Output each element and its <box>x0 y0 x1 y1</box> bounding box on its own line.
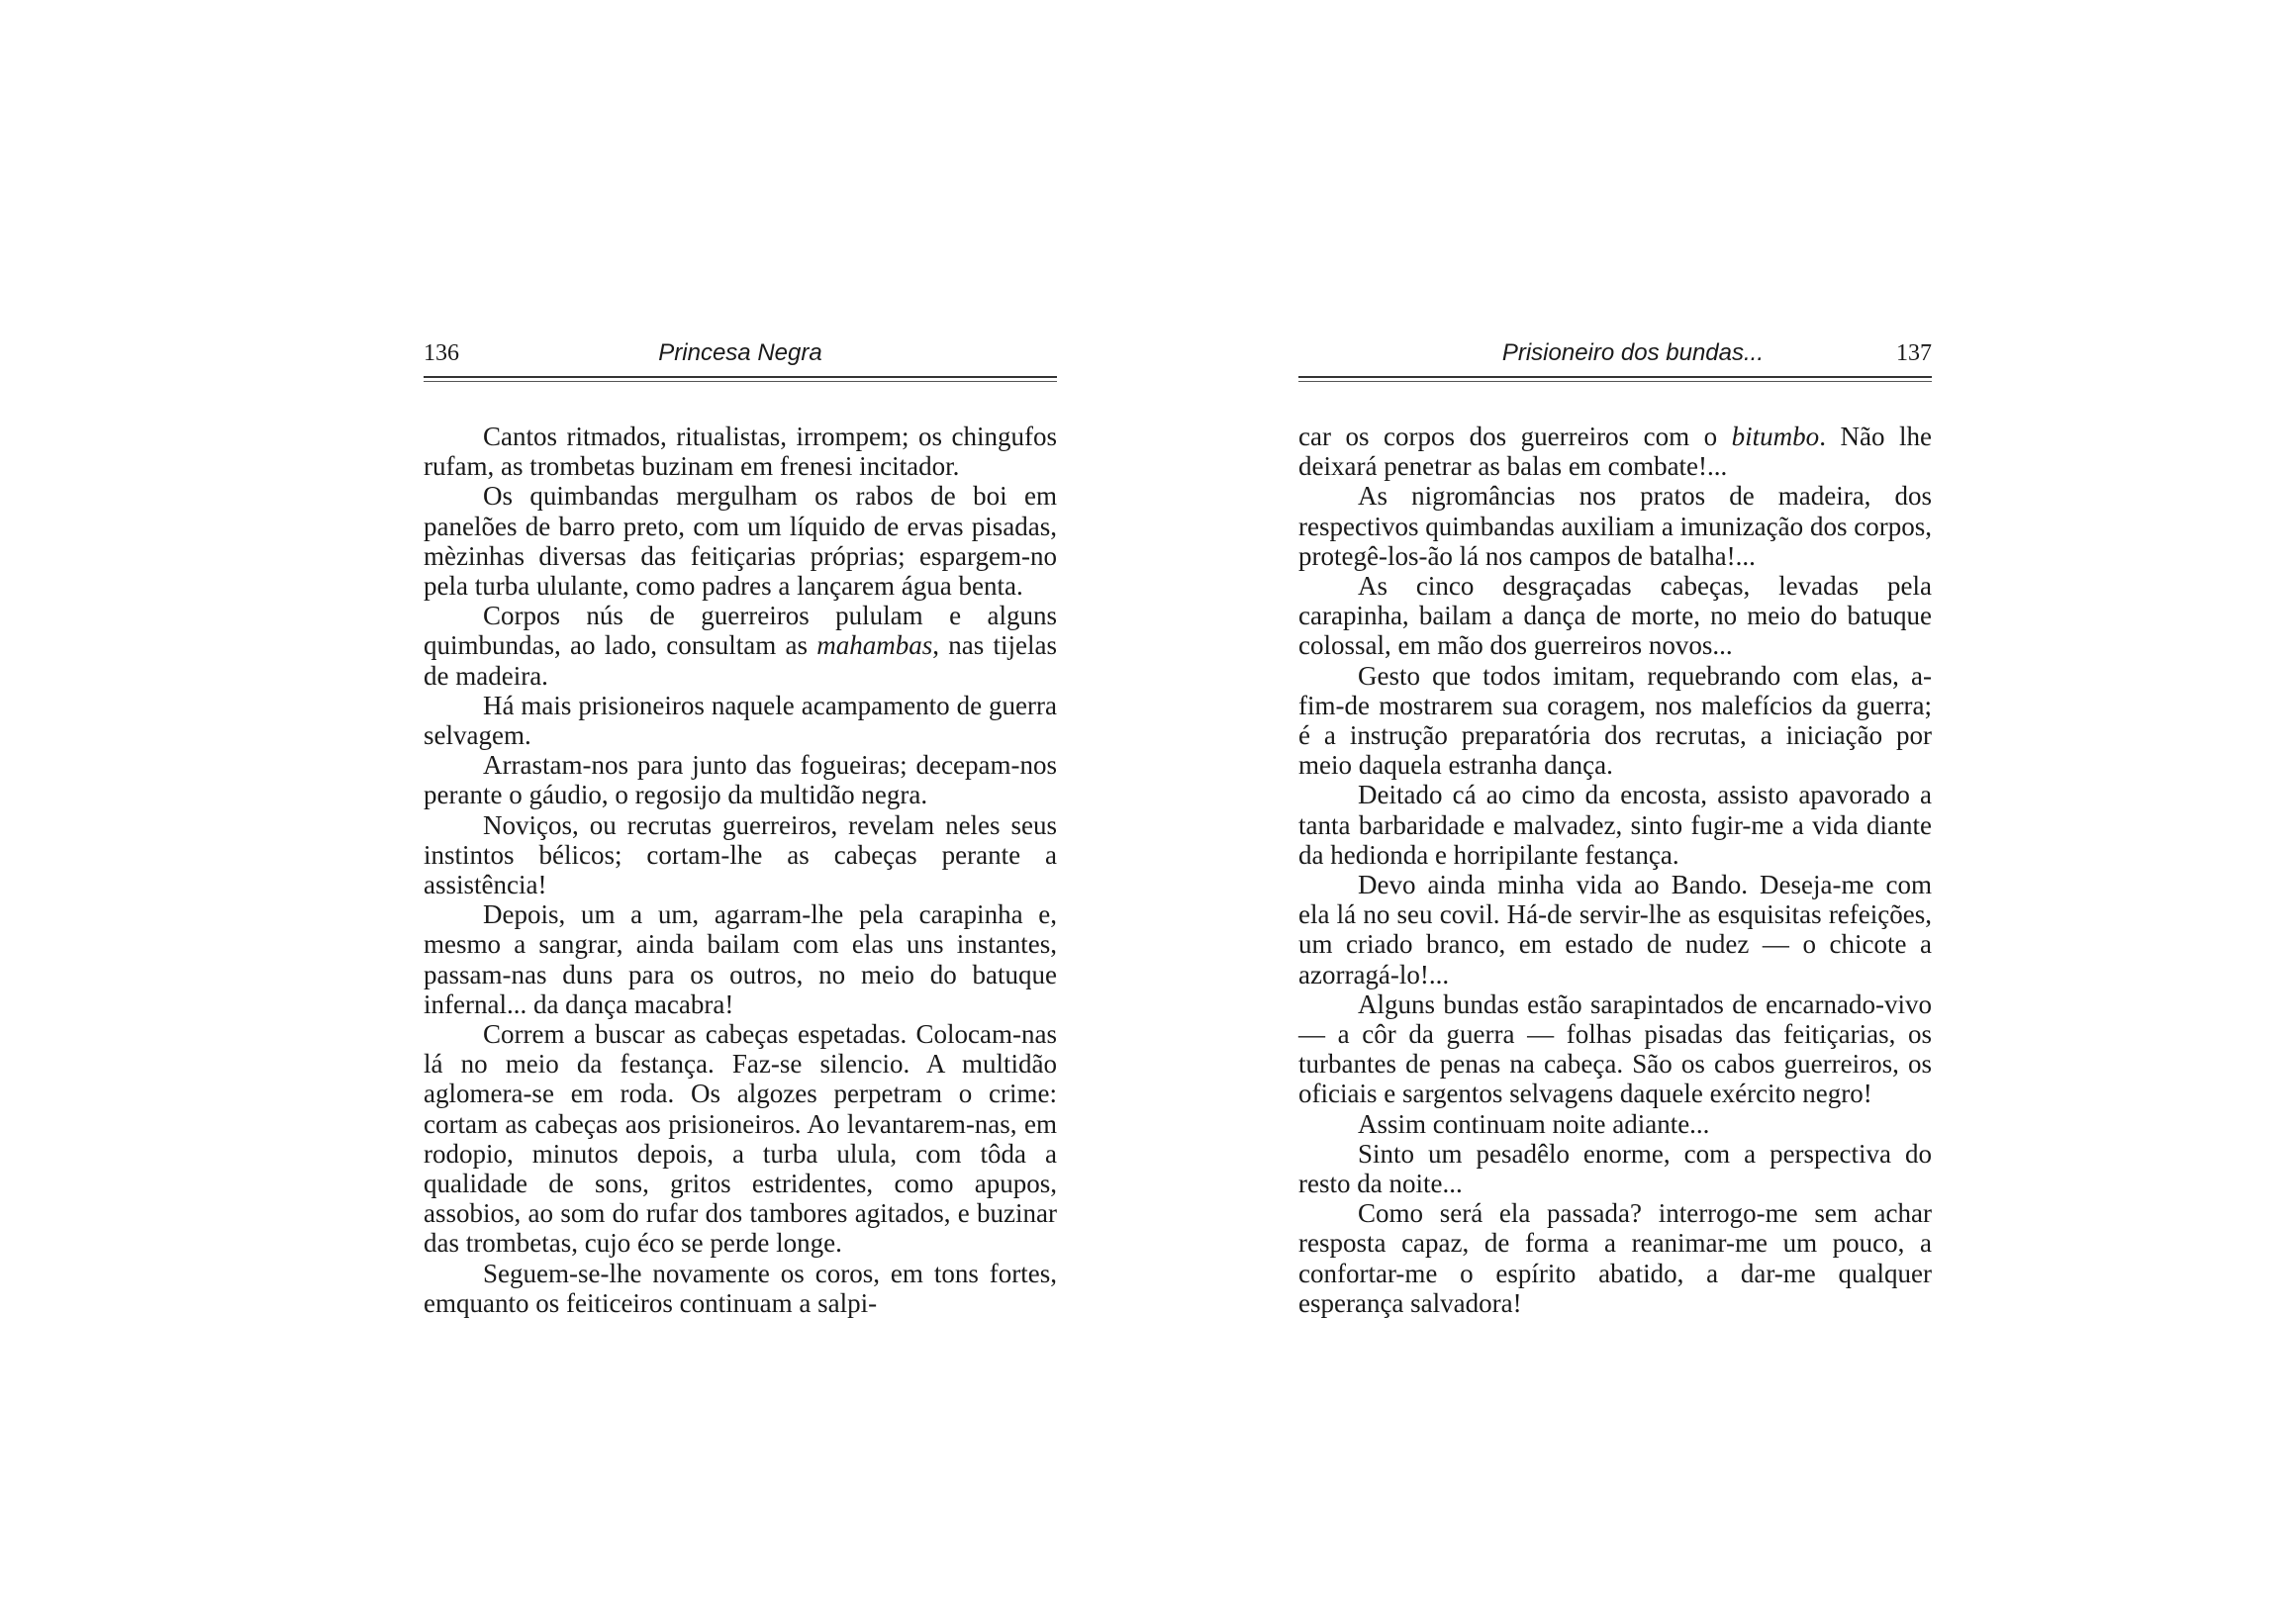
text-run: Noviços, ou recrutas guerreiros, revelam neles seus instintos bélicos; cortam-lhe as cabeças perante a assistência! <box>424 809 1057 900</box>
right-running-title: Prisioneiro dos bundas... <box>1501 339 1764 366</box>
italic-term: bitumbo <box>1731 422 1820 451</box>
paragraph <box>424 1019 1057 1259</box>
paragraph <box>424 899 1057 1019</box>
text-run: Depois, um a um, agarram-lhe pela carapinha e, mesmo a sangrar, ainda bailam com elas uns instantes, passam-nas duns para os outros, no meio do batuque infernal... da dança macabra! <box>424 899 1057 1019</box>
text-run: Assim continuam noite adiante... <box>1358 1108 1710 1139</box>
text-run: . Não lhe deixará penetrar as balas em combate!... <box>1298 422 1932 482</box>
paragraph <box>1298 1109 1932 1139</box>
text-run: Seguem-se-lhe novamente os coros, em tons fortes, emquanto os feiticeiros continuam a salpi- <box>424 1258 1057 1318</box>
text-run: Cantos ritmados, ritualistas, irrompem; os chingufos rufam, as trombetas buzinam em frenesi incitador. <box>424 422 1057 482</box>
left-header-rule <box>424 376 1057 378</box>
text-run: Há mais prisioneiros naquele acampamento de guerra selvagem. <box>424 690 1057 751</box>
left-page-number: 136 <box>424 340 459 366</box>
paragraph <box>1298 1198 1932 1318</box>
text-run: Como será ela passada? interrogo-me sem achar resposta capaz, de forma a reanimar-me um pouco, a confortar-me o espírito abatido, a dar-me qualquer esperança salvadora! <box>1298 1198 1932 1318</box>
text-run: Sinto um pesadêlo enorme, com a perspectiva do resto da noite... <box>1298 1138 1932 1199</box>
right-header-rule-thin <box>1298 381 1932 382</box>
text-run: Correm a buscar as cabeças espetadas. Colocam-nas lá no meio da festança. Faz-se silencio. A multidão aglomera-se em roda. Os algozes perpetram o crime: cortam as cabeças aos prisioneiros. Ao levantarem-nas, em rodopio, minutos depois, a turba ulula, com tôda a qualidade de sons, gritos estridentes, como apupos, assobios, ao som do rufar dos tambores agitados, e buzinar das trombetas, cujo éco se perde longe. <box>424 1019 1057 1259</box>
text-run: As nigromâncias nos pratos de madeira, dos respectivos quimbandas auxiliam a imunização dos corpos, protegê-los-ão lá nos campos de batalha!... <box>1298 481 1932 571</box>
paragraph <box>424 750 1057 809</box>
paragraph <box>1298 989 1932 1109</box>
paragraph <box>424 1259 1057 1318</box>
text-run: Deitado cá ao cimo da encosta, assisto apavorado a tanta barbaridade e malvadez, sinto fugir-me a vida diante da hedionda e horripilante festança. <box>1298 780 1932 870</box>
paragraph <box>1298 571 1932 661</box>
left-header-rule-thin <box>424 381 1057 382</box>
paragraph <box>424 422 1057 481</box>
text-run: As cinco desgraçadas cabeças, levadas pela carapinha, bailam a dança de morte, no meio do batuque colossal, em mão dos guerreiros novos... <box>1298 571 1932 661</box>
right-page-number: 137 <box>1896 340 1932 366</box>
text-run: car os corpos dos guerreiros com o <box>1298 422 1732 451</box>
text-run: Os quimbandas mergulham os rabos de boi em panelões de barro preto, com um líquido de ervas pisadas, mèzinhas diversas das feitiçarias próprias; espargem-no pela turba ululante, como padres a lançarem água benta. <box>424 481 1057 602</box>
paragraph <box>424 691 1057 750</box>
paragraph <box>1298 870 1932 989</box>
right-page-header <box>1298 336 1932 370</box>
left-page <box>424 336 1057 1318</box>
right-header-rule <box>1298 376 1932 378</box>
right-page <box>1298 336 1932 1318</box>
paragraph <box>1298 481 1932 571</box>
paragraph <box>1298 422 1932 481</box>
italic-term: mahambas <box>816 630 933 661</box>
paragraph <box>1298 1139 1932 1198</box>
paragraph <box>424 810 1057 900</box>
text-run: Gesto que todos imitam, requebrando com elas, a-fim-de mostrarem sua coragem, nos malefícios da guerra; é a instrução preparatória dos recrutas, a iniciação por meio daquela estranha dança. <box>1298 660 1932 781</box>
left-page-header <box>424 336 1057 370</box>
text-run: Arrastam-nos para junto das fogueiras; decepam-nos perante o gáudio, o regosijo da multidão negra. <box>424 750 1057 810</box>
text-run: Corpos nús de guerreiros pululam e alguns quimbundas, ao lado, consultam as <box>424 601 1057 661</box>
paragraph <box>1298 661 1932 781</box>
text-run: , nas tijelas de madeira. <box>424 630 1057 691</box>
left-page-body <box>424 422 1057 1318</box>
text-run: Devo ainda minha vida ao Bando. Deseja-me com ela lá no seu covil. Há-de servir-lhe as esquisitas refeições, um criado branco, em estado de nudez — o chicote a azorragá-lo!... <box>1298 870 1932 989</box>
right-page-body <box>1298 422 1932 1318</box>
text-run: Alguns bundas estão sarapintados de encarnado-vivo — a côr da guerra — folhas pisadas das feitiçarias, os turbantes de penas na cabeça. São os cabos guerreiros, os oficiais e sargentos selvagens daquele exército negro! <box>1298 988 1932 1109</box>
paragraph <box>1298 780 1932 870</box>
paragraph <box>424 481 1057 601</box>
paragraph <box>424 601 1057 691</box>
left-running-title: Princesa Negra <box>658 339 822 366</box>
